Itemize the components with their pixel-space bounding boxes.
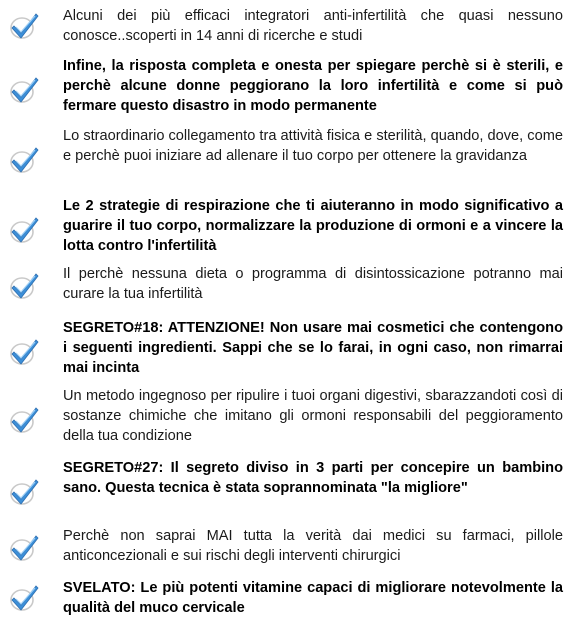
item-text: Infine, la risposta completa e onesta per spiegare perchè si è sterili, e perchè alcune donne peggiorano la loro infertilità e come si può fermare questo disastro in modo permanente [63, 58, 563, 114]
checkmark-icon [8, 404, 40, 436]
item-text: Lo straordinario collegamento tra attività fisica e sterilità, quando, dove, come e perchè puoi iniziare ad allenare il tuo corpo per ottenere la gravidanza [63, 128, 563, 164]
checkmark-icon [8, 74, 40, 106]
checkmark-icon [8, 10, 40, 42]
checkmark-icon [8, 532, 40, 564]
item-text: Alcuni dei più efficaci integratori anti-infertilità che quasi nessuno conosce..scoperti in 14 anni di ricerche e studi [63, 8, 563, 44]
item-text: SVELATO: Le più potenti vitamine capaci di migliorare notevolmente la qualità del muco cervicale [63, 580, 563, 616]
checkmark-icon [8, 270, 40, 302]
item-text: Un metodo ingegnoso per ripulire i tuoi organi digestivi, sbarazzandoti così di sostanze chimiche che imitano gli ormoni responsabili del peggioramento della tua condizione [63, 388, 563, 444]
item-text: SEGRETO#27: Il segreto diviso in 3 parti per concepire un bambino sano. Questa tecnica è stata soprannominata "la migliore" [63, 460, 563, 496]
checkmark-icon [8, 144, 40, 176]
item-text: Le 2 strategie di respirazione che ti aiuteranno in modo significativo a guarire il tuo corpo, normalizzare la produzione di ormoni e a vincere la lotta contro l'infertilità [63, 198, 563, 254]
checkmark-icon [8, 582, 40, 614]
item-text: Perchè non saprai MAI tutta la verità dai medici su farmaci, pillole anticoncezionali e sui rischi degli interventi chirurgici [63, 528, 563, 564]
item-text: Il perchè nessuna dieta o programma di disintossicazione potranno mai curare la tua infertilità [63, 266, 563, 302]
checkmark-icon [8, 214, 40, 246]
checkmark-icon [8, 476, 40, 508]
checkmark-icon [8, 336, 40, 368]
item-text: SEGRETO#18: ATTENZIONE! Non usare mai cosmetici che contengono i seguenti ingredienti. Sappi che se lo farai, in ogni caso, non rimarrai mai incinta [63, 320, 563, 376]
